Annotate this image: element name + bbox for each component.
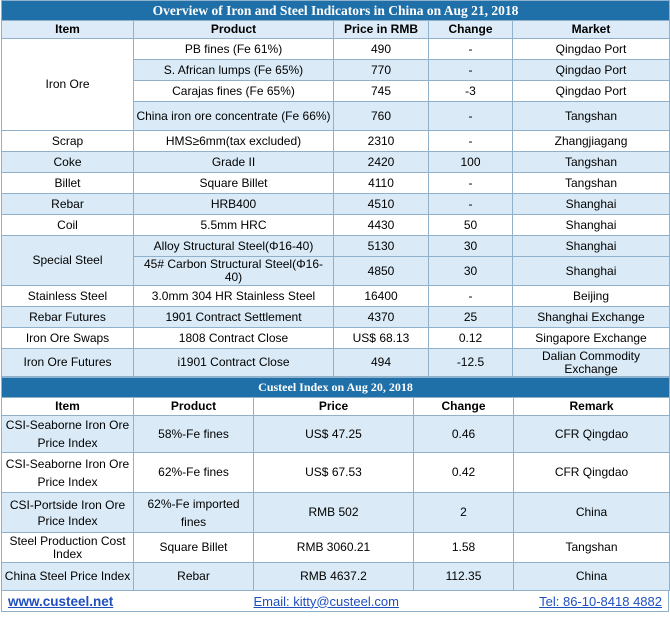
market-cell: Shanghai xyxy=(513,257,670,286)
table-row xyxy=(2,349,670,377)
product-cell: Alloy Structural Steel(Φ16-40) xyxy=(134,236,334,257)
market-cell: Tangshan xyxy=(513,173,670,194)
product-cell: 62%-Fe imported fines xyxy=(134,493,254,533)
header-item: Item xyxy=(2,21,134,39)
market-cell: Tangshan xyxy=(513,152,670,173)
product-cell: 3.0mm 304 HR Stainless Steel xyxy=(134,286,334,307)
change-cell: 112.35 xyxy=(414,563,514,591)
price-cell: 760 xyxy=(334,102,429,131)
header-price: Price xyxy=(254,398,414,416)
table-row xyxy=(2,286,670,307)
remark-cell: China xyxy=(514,493,670,533)
change-cell: 0.46 xyxy=(414,416,514,453)
market-cell: Shanghai xyxy=(513,215,670,236)
table-row xyxy=(2,131,670,152)
price-cell: RMB 4637.2 xyxy=(254,563,414,591)
change-cell: 2 xyxy=(414,493,514,533)
price-cell: 4850 xyxy=(334,257,429,286)
item-cell: CSI-Portside Iron Ore Price Index xyxy=(2,493,134,533)
table-row xyxy=(2,194,670,215)
item-cell: Special Steel xyxy=(2,236,134,286)
price-cell: 5130 xyxy=(334,236,429,257)
price-cell: 4110 xyxy=(334,173,429,194)
table-row xyxy=(2,533,670,563)
item-cell: CSI-Seaborne Iron Ore Price Index xyxy=(2,416,134,453)
table-row xyxy=(2,328,670,349)
market-cell: Shanghai xyxy=(513,194,670,215)
change-cell: - xyxy=(429,286,513,307)
product-cell: 58%-Fe fines xyxy=(134,416,254,453)
price-cell: 4510 xyxy=(334,194,429,215)
header-change: Change xyxy=(429,21,513,39)
item-cell: Iron Ore Futures xyxy=(2,349,134,377)
change-cell: 0.12 xyxy=(429,328,513,349)
item-cell: Stainless Steel xyxy=(2,286,134,307)
product-cell: S. African lumps (Fe 65%) xyxy=(134,60,334,81)
item-cell: Iron Ore Swaps xyxy=(2,328,134,349)
product-cell: 62%-Fe fines xyxy=(134,453,254,493)
price-cell: 4430 xyxy=(334,215,429,236)
custeel-index-table xyxy=(1,377,670,591)
change-cell: - xyxy=(429,131,513,152)
change-cell: 1.58 xyxy=(414,533,514,563)
market-cell: Shanghai xyxy=(513,236,670,257)
price-cell: 16400 xyxy=(334,286,429,307)
table-row xyxy=(2,453,670,493)
price-cell: US$ 47.25 xyxy=(254,416,414,453)
website-link[interactable]: www.custeel.net xyxy=(8,593,114,609)
price-cell: RMB 502 xyxy=(254,493,414,533)
product-cell: PB fines (Fe 61%) xyxy=(134,39,334,60)
table-row xyxy=(2,173,670,194)
change-cell: - xyxy=(429,194,513,215)
remark-cell: CFR Qingdao xyxy=(514,453,670,493)
market-cell: Qingdao Port xyxy=(513,39,670,60)
contact-footer xyxy=(1,591,669,612)
price-cell: RMB 3060.21 xyxy=(254,533,414,563)
item-cell: China Steel Price Index xyxy=(2,563,134,591)
product-cell: China iron ore concentrate (Fe 66%) xyxy=(134,102,334,131)
header-remark: Remark xyxy=(514,398,670,416)
product-cell: i1901 Contract Close xyxy=(134,349,334,377)
item-cell: Rebar xyxy=(2,194,134,215)
header-market: Market xyxy=(513,21,670,39)
header-product: Product xyxy=(134,21,334,39)
price-cell: 494 xyxy=(334,349,429,377)
email-link[interactable]: Email: kitty@custeel.com xyxy=(253,593,399,609)
item-cell: CSI-Seaborne Iron Ore Price Index xyxy=(2,453,134,493)
price-cell: 4370 xyxy=(334,307,429,328)
table1-title: Overview of Iron and Steel Indicators in China on Aug 21, 2018 xyxy=(2,1,670,21)
product-cell: 1808 Contract Close xyxy=(134,328,334,349)
table-row xyxy=(2,563,670,591)
product-cell: HMS≥6mm(tax excluded) xyxy=(134,131,334,152)
change-cell: - xyxy=(429,102,513,131)
table-row xyxy=(2,152,670,173)
table-row xyxy=(2,416,670,453)
price-cell: 2310 xyxy=(334,131,429,152)
remark-cell: China xyxy=(514,563,670,591)
table-row xyxy=(2,39,670,60)
change-cell: 25 xyxy=(429,307,513,328)
header-price: Price in RMB xyxy=(334,21,429,39)
header-item: Item xyxy=(2,398,134,416)
price-cell: US$ 67.53 xyxy=(254,453,414,493)
table-row xyxy=(2,236,670,257)
change-cell: 50 xyxy=(429,215,513,236)
market-cell: Qingdao Port xyxy=(513,81,670,102)
price-cell: 490 xyxy=(334,39,429,60)
change-cell: - xyxy=(429,39,513,60)
header-product: Product xyxy=(134,398,254,416)
table-row xyxy=(2,215,670,236)
item-cell: Coke xyxy=(2,152,134,173)
product-cell: HRB400 xyxy=(134,194,334,215)
change-cell: 30 xyxy=(429,236,513,257)
item-cell: Steel Production Cost Index xyxy=(2,533,134,563)
price-cell: US$ 68.13 xyxy=(334,328,429,349)
market-cell: Tangshan xyxy=(513,102,670,131)
item-cell: Scrap xyxy=(2,131,134,152)
price-cell: 2420 xyxy=(334,152,429,173)
change-cell: -12.5 xyxy=(429,349,513,377)
product-cell: Carajas fines (Fe 65%) xyxy=(134,81,334,102)
table2-title: Custeel Index on Aug 20, 2018 xyxy=(2,378,670,398)
change-cell: 100 xyxy=(429,152,513,173)
product-cell: Square Billet xyxy=(134,173,334,194)
item-cell: Rebar Futures xyxy=(2,307,134,328)
market-cell: Beijing xyxy=(513,286,670,307)
item-cell: Billet xyxy=(2,173,134,194)
change-cell: - xyxy=(429,60,513,81)
table-row xyxy=(2,307,670,328)
market-cell: Qingdao Port xyxy=(513,60,670,81)
indicators-document xyxy=(1,0,669,612)
change-cell: 0.42 xyxy=(414,453,514,493)
iron-steel-indicators-table xyxy=(1,0,670,377)
product-cell: 45# Carbon Structural Steel(Φ16-40) xyxy=(134,257,334,286)
change-cell: - xyxy=(429,173,513,194)
market-cell: Zhangjiagang xyxy=(513,131,670,152)
price-cell: 745 xyxy=(334,81,429,102)
table-row xyxy=(2,493,670,533)
item-cell: Iron Ore xyxy=(2,39,134,131)
item-cell: Coil xyxy=(2,215,134,236)
remark-cell: CFR Qingdao xyxy=(514,416,670,453)
product-cell: 1901 Contract Settlement xyxy=(134,307,334,328)
product-cell: Grade II xyxy=(134,152,334,173)
market-cell: Singapore Exchange xyxy=(513,328,670,349)
market-cell: Shanghai Exchange xyxy=(513,307,670,328)
remark-cell: Tangshan xyxy=(514,533,670,563)
change-cell: -3 xyxy=(429,81,513,102)
product-cell: 5.5mm HRC xyxy=(134,215,334,236)
product-cell: Rebar xyxy=(134,563,254,591)
change-cell: 30 xyxy=(429,257,513,286)
market-cell: Dalian Commodity Exchange xyxy=(513,349,670,377)
header-change: Change xyxy=(414,398,514,416)
price-cell: 770 xyxy=(334,60,429,81)
tel-link[interactable]: Tel: 86-10-8418 4882 xyxy=(539,593,662,609)
product-cell: Square Billet xyxy=(134,533,254,563)
